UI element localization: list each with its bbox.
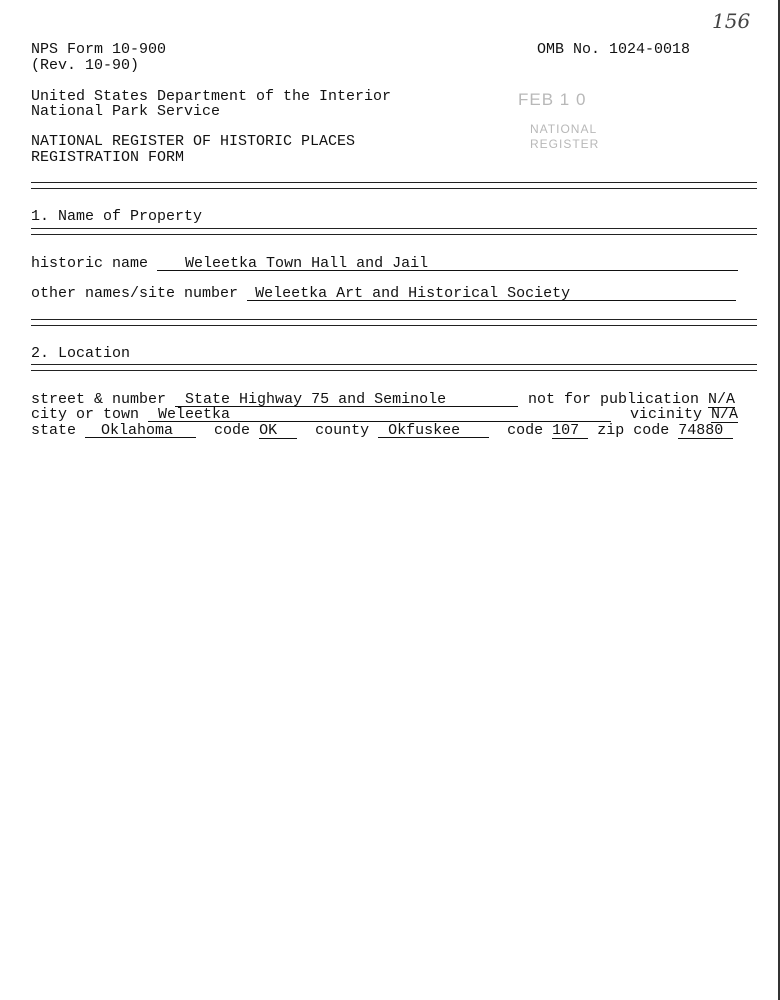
historic-name-field[interactable]: Weleetka Town Hall and Jail: [157, 256, 738, 271]
received-stamp-line2: REGISTER: [530, 137, 600, 151]
section-1-heading: 1. Name of Property: [31, 208, 203, 225]
state-field[interactable]: Oklahoma: [85, 423, 196, 438]
received-stamp-date: FEB 1 0: [518, 90, 587, 109]
city-field[interactable]: Weleetka: [148, 407, 611, 422]
county-label: county: [315, 422, 370, 439]
state-row: [31, 423, 733, 439]
section-divider: [31, 364, 757, 371]
county-code-label: code: [507, 422, 544, 439]
state-code-label: code: [214, 422, 251, 439]
department: United States Department of the Interior: [31, 88, 392, 105]
county-field[interactable]: Okfuskee: [378, 423, 489, 438]
street-row: [31, 392, 518, 407]
form-number: NPS Form 10-900: [31, 41, 167, 58]
street-field[interactable]: State Highway 75 and Seminole: [175, 392, 518, 407]
vicinity-row: [630, 407, 738, 423]
zip-label: zip code: [597, 422, 670, 439]
section-divider: [31, 228, 757, 235]
received-stamp-line1: NATIONAL: [530, 122, 598, 136]
historic-name-row: [31, 256, 738, 271]
city-row: [31, 407, 611, 422]
vicinity-label: vicinity: [630, 406, 703, 423]
omb-number: OMB No. 1024-0018: [537, 41, 691, 58]
register-title: NATIONAL REGISTER OF HISTORIC PLACES: [31, 133, 356, 150]
form-revision: (Rev. 10-90): [31, 57, 140, 74]
vicinity-field[interactable]: N/A: [711, 406, 739, 423]
county-code-field[interactable]: 107: [552, 423, 588, 439]
section-divider: [31, 319, 757, 326]
state-label: state: [31, 422, 77, 439]
service: National Park Service: [31, 103, 221, 120]
section-2-heading: 2. Location: [31, 345, 131, 362]
form-title: REGISTRATION FORM: [31, 149, 185, 166]
historic-name-label: historic name: [31, 255, 149, 272]
city-label: city or town: [31, 406, 140, 423]
handwritten-number: 156: [712, 9, 751, 33]
state-code-field[interactable]: OK: [259, 423, 297, 439]
nfp-field[interactable]: N/A: [708, 391, 736, 408]
other-names-label: other names/site number: [31, 285, 239, 302]
section-divider: [31, 182, 757, 189]
zip-field[interactable]: 74880: [678, 423, 733, 439]
other-names-field[interactable]: Weleetka Art and Historical Society: [247, 286, 736, 301]
street-label: street & number: [31, 391, 167, 408]
other-names-row: [31, 286, 736, 301]
nfp-label: not for publication: [528, 391, 700, 408]
